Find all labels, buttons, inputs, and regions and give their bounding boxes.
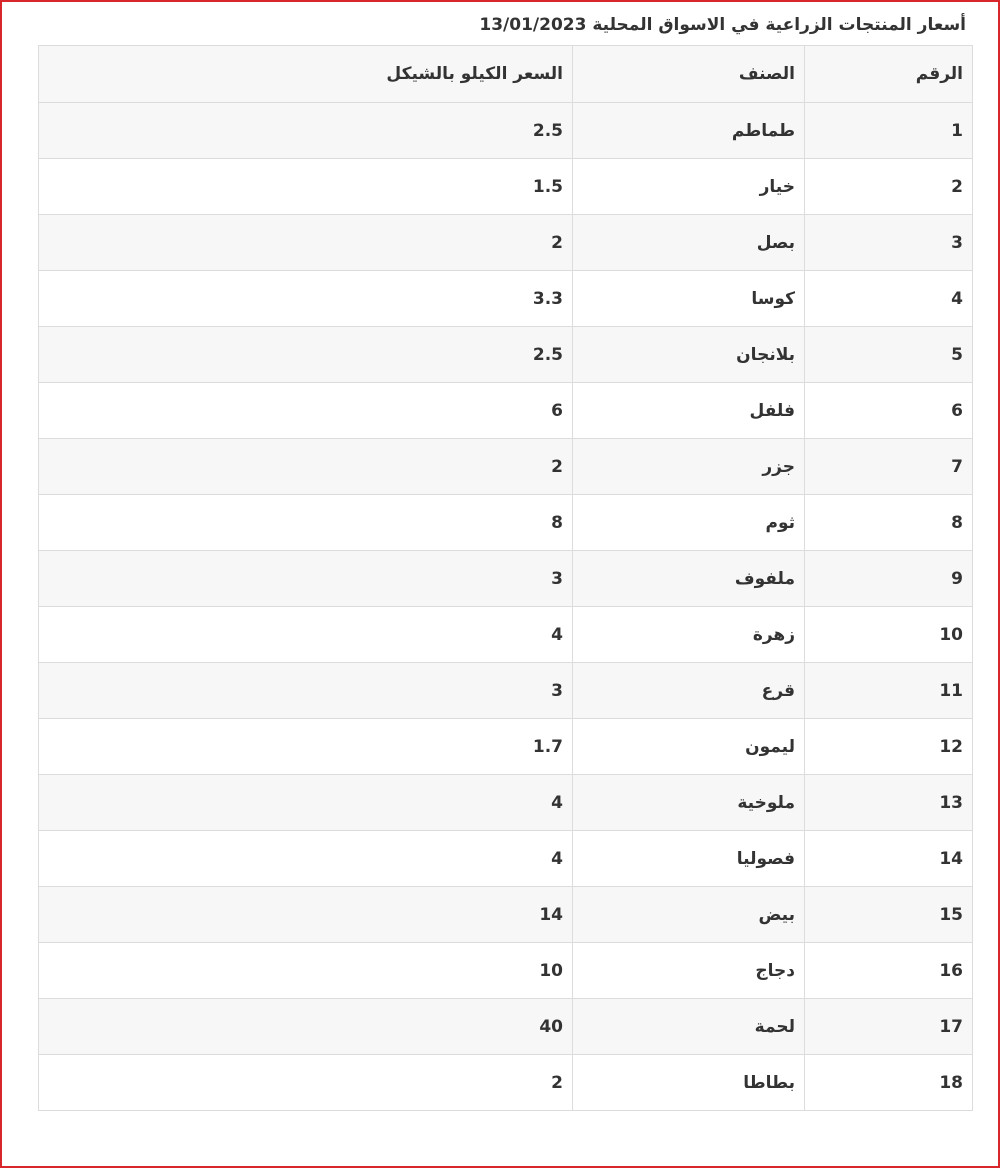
- table-row: [39, 159, 973, 215]
- cell-item: جزر: [573, 439, 805, 495]
- table-header: [39, 46, 973, 103]
- cell-item: بصل: [573, 215, 805, 271]
- cell-item: زهرة: [573, 607, 805, 663]
- cell-number: 4: [805, 271, 973, 327]
- cell-price: 2.5: [39, 327, 573, 383]
- cell-price: 10: [39, 943, 573, 999]
- cell-price: 40: [39, 999, 573, 1055]
- prices-table: [38, 45, 973, 1111]
- table-row: [39, 103, 973, 159]
- table-row: [39, 215, 973, 271]
- cell-number: 13: [805, 775, 973, 831]
- cell-number: 17: [805, 999, 973, 1055]
- cell-number: 1: [805, 103, 973, 159]
- cell-price: 1.5: [39, 159, 573, 215]
- table-row: [39, 271, 973, 327]
- header-row: [39, 46, 973, 103]
- table-row: [39, 775, 973, 831]
- table-row: [39, 663, 973, 719]
- table-row: [39, 439, 973, 495]
- table-row: [39, 943, 973, 999]
- table-row: [39, 999, 973, 1055]
- cell-price: 3: [39, 663, 573, 719]
- table-row: [39, 831, 973, 887]
- table-body: [39, 103, 973, 1111]
- cell-item: فلفل: [573, 383, 805, 439]
- cell-number: 16: [805, 943, 973, 999]
- table-row: [39, 1055, 973, 1111]
- cell-item: ملوخية: [573, 775, 805, 831]
- table-caption: أسعار المنتجات الزراعية في الاسواق المحلية 13/01/2023: [479, 15, 966, 35]
- cell-price: 2: [39, 439, 573, 495]
- cell-number: 14: [805, 831, 973, 887]
- cell-item: بيض: [573, 887, 805, 943]
- cell-number: 18: [805, 1055, 973, 1111]
- cell-number: 6: [805, 383, 973, 439]
- table-row: [39, 607, 973, 663]
- table-row: [39, 551, 973, 607]
- cell-item: بلانجان: [573, 327, 805, 383]
- cell-price: 2.5: [39, 103, 573, 159]
- cell-number: 5: [805, 327, 973, 383]
- cell-price: 6: [39, 383, 573, 439]
- cell-price: 2: [39, 1055, 573, 1111]
- header-number: الرقم: [805, 46, 973, 103]
- cell-number: 9: [805, 551, 973, 607]
- cell-price: 8: [39, 495, 573, 551]
- cell-price: 4: [39, 775, 573, 831]
- cell-number: 15: [805, 887, 973, 943]
- cell-item: لحمة: [573, 999, 805, 1055]
- table-row: [39, 383, 973, 439]
- cell-number: 12: [805, 719, 973, 775]
- table-row: [39, 887, 973, 943]
- cell-price: 4: [39, 607, 573, 663]
- cell-number: 2: [805, 159, 973, 215]
- cell-number: 10: [805, 607, 973, 663]
- cell-item: قرع: [573, 663, 805, 719]
- cell-number: 11: [805, 663, 973, 719]
- cell-number: 3: [805, 215, 973, 271]
- header-price: السعر الكيلو بالشيكل: [39, 46, 573, 103]
- cell-price: 4: [39, 831, 573, 887]
- cell-price: 14: [39, 887, 573, 943]
- table-row: [39, 719, 973, 775]
- cell-item: دجاج: [573, 943, 805, 999]
- cell-number: 7: [805, 439, 973, 495]
- cell-price: 3.3: [39, 271, 573, 327]
- cell-item: بطاطا: [573, 1055, 805, 1111]
- cell-item: طماطم: [573, 103, 805, 159]
- cell-item: ليمون: [573, 719, 805, 775]
- cell-price: 1.7: [39, 719, 573, 775]
- cell-item: ثوم: [573, 495, 805, 551]
- cell-item: ملفوف: [573, 551, 805, 607]
- header-item: الصنف: [573, 46, 805, 103]
- cell-number: 8: [805, 495, 973, 551]
- table-row: [39, 495, 973, 551]
- cell-price: 3: [39, 551, 573, 607]
- cell-price: 2: [39, 215, 573, 271]
- cell-item: كوسا: [573, 271, 805, 327]
- table-row: [39, 327, 973, 383]
- cell-item: فصوليا: [573, 831, 805, 887]
- cell-item: خيار: [573, 159, 805, 215]
